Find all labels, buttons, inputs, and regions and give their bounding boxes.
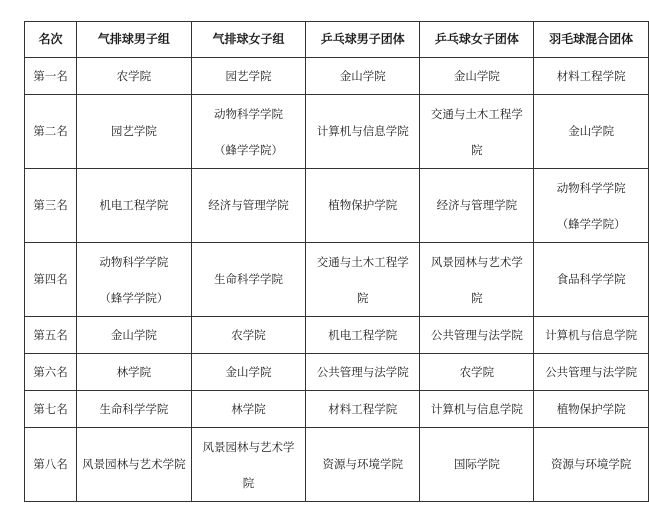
ranking-table xyxy=(24,21,649,502)
header-men-air-volleyball: 气排球男子组 xyxy=(77,22,192,58)
table-row xyxy=(25,58,649,95)
table-cell: 生命科学学院 xyxy=(77,391,192,428)
table-cell: 计算机与信息学院 xyxy=(306,95,420,169)
table-cell: 经济与管理学院 xyxy=(191,169,306,243)
table-cell: 林学院 xyxy=(191,391,306,428)
table-cell: 金山学院 xyxy=(77,317,192,354)
table-cell: 交通与土木工程学 院 xyxy=(420,95,534,169)
table-row xyxy=(25,243,649,317)
rank-cell: 第一名 xyxy=(25,58,77,95)
table-cell: 公共管理与法学院 xyxy=(306,354,420,391)
table-cell: 机电工程学院 xyxy=(77,169,192,243)
table-cell: 资源与环境学院 xyxy=(534,428,649,502)
table-cell: 植物保护学院 xyxy=(306,169,420,243)
table-cell: 风景园林与艺术学 院 xyxy=(191,428,306,502)
table-cell: 金山学院 xyxy=(191,354,306,391)
table-cell: 园艺学院 xyxy=(77,95,192,169)
header-badminton-mixed-team: 羽毛球混合团体 xyxy=(534,22,649,58)
header-row xyxy=(25,22,649,58)
header-rank: 名次 xyxy=(25,22,77,58)
table-cell: 国际学院 xyxy=(420,428,534,502)
table-cell: 材料工程学院 xyxy=(306,391,420,428)
rank-cell: 第六名 xyxy=(25,354,77,391)
table-cell: 金山学院 xyxy=(420,58,534,95)
table-row xyxy=(25,391,649,428)
table-cell: 公共管理与法学院 xyxy=(534,354,649,391)
header-women-air-volleyball: 气排球女子组 xyxy=(191,22,306,58)
header-women-table-tennis-team: 乒乓球女子团体 xyxy=(420,22,534,58)
table-cell: 公共管理与法学院 xyxy=(420,317,534,354)
table-row xyxy=(25,95,649,169)
rank-cell: 第三名 xyxy=(25,169,77,243)
table-cell: 农学院 xyxy=(191,317,306,354)
rank-cell: 第二名 xyxy=(25,95,77,169)
rank-cell: 第七名 xyxy=(25,391,77,428)
table-cell: 动物科学学院 （蜂学学院） xyxy=(77,243,192,317)
rank-cell: 第五名 xyxy=(25,317,77,354)
table-cell: 材料工程学院 xyxy=(534,58,649,95)
table-cell: 金山学院 xyxy=(306,58,420,95)
table-cell: 金山学院 xyxy=(534,95,649,169)
table-cell: 植物保护学院 xyxy=(534,391,649,428)
rank-cell: 第四名 xyxy=(25,243,77,317)
table-cell: 农学院 xyxy=(420,354,534,391)
table-cell: 经济与管理学院 xyxy=(420,169,534,243)
table-cell: 动物科学学院 （蜂学学院） xyxy=(191,95,306,169)
table-cell: 园艺学院 xyxy=(191,58,306,95)
table-row xyxy=(25,169,649,243)
table-cell: 资源与环境学院 xyxy=(306,428,420,502)
rank-cell: 第八名 xyxy=(25,428,77,502)
table-row xyxy=(25,317,649,354)
table-cell: 农学院 xyxy=(77,58,192,95)
table-cell: 计算机与信息学院 xyxy=(420,391,534,428)
table-cell: 生命科学学院 xyxy=(191,243,306,317)
table-row xyxy=(25,428,649,502)
table-cell: 交通与土木工程学 院 xyxy=(306,243,420,317)
header-men-table-tennis-team: 乒乓球男子团体 xyxy=(306,22,420,58)
table-cell: 机电工程学院 xyxy=(306,317,420,354)
table-cell: 计算机与信息学院 xyxy=(534,317,649,354)
table-cell: 林学院 xyxy=(77,354,192,391)
table-row xyxy=(25,354,649,391)
table-cell: 风景园林与艺术学院 xyxy=(77,428,192,502)
table-cell: 风景园林与艺术学 院 xyxy=(420,243,534,317)
table-cell: 动物科学学院 （蜂学学院） xyxy=(534,169,649,243)
table-cell: 食品科学学院 xyxy=(534,243,649,317)
